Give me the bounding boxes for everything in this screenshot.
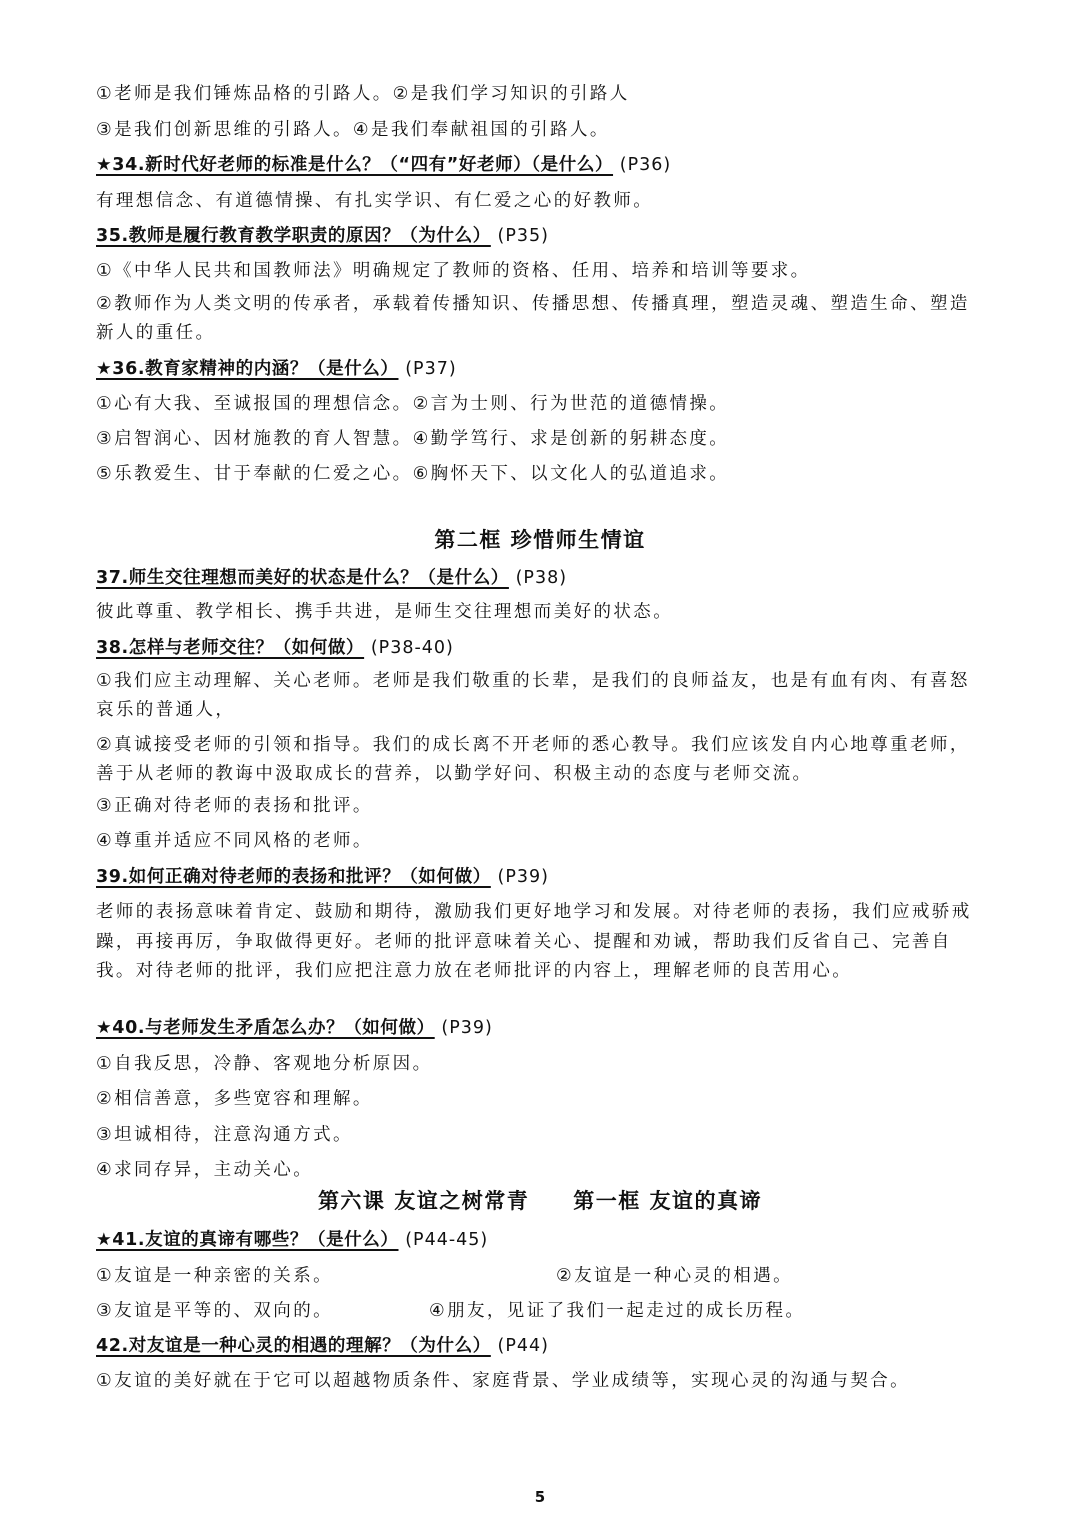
- question-title: 37.师生交往理想而美好的状态是什么？（是什么）: [96, 568, 509, 588]
- answer-line: 彼此尊重、教学相长、携手共进，是师生交往理想而美好的状态。: [96, 602, 674, 622]
- answer-paragraph: ①友谊的美好就在于它可以超越物质条件、家庭背景、学业成绩等，实现心灵的沟通与契合。: [96, 1371, 911, 1391]
- answer-line: ③坦诚相待，注意沟通方式。: [96, 1125, 353, 1145]
- answer-paragraph: ②教师作为人类文明的传承者，承载着传播知识、传播思想、传播真理，塑造灵魂、塑造生命、塑造新人的重任。: [96, 294, 970, 343]
- answer-line: ①《中华人民共和国教师法》明确规定了教师的资格、任用、培养和培训等要求。: [96, 261, 811, 281]
- question-38: [96, 634, 984, 662]
- answer-line: ①自我反思，冷静、客观地分析原因。: [96, 1054, 433, 1074]
- question-39: [96, 863, 984, 891]
- page-ref: (P39): [441, 1018, 493, 1038]
- question-34: [96, 151, 984, 179]
- page-ref: (P37): [405, 359, 457, 379]
- page-ref: (P36): [619, 155, 672, 175]
- answer-line: ②相信善意，多些宽容和理解。: [96, 1089, 373, 1109]
- question-title: 39.如何正确对待老师的表扬和批评？（如何做）: [96, 867, 491, 887]
- answer-line: ③正确对待老师的表扬和批评。: [96, 796, 373, 816]
- question-title: 35.教师是履行教育教学职责的原因？（为什么）: [96, 226, 491, 246]
- answer-item: ②友谊是一种心灵的相遇。: [556, 1266, 793, 1286]
- answer-line: ③启智润心、因材施教的育人智慧。④勤学笃行、求是创新的躬耕态度。: [96, 429, 730, 449]
- answer-line: ①心有大我、至诚报国的理想信念。②言为士则、行为世范的道德情操。: [96, 394, 730, 414]
- text-line: ③是我们创新思维的引路人。④是我们奉献祖国的引路人。: [96, 120, 610, 140]
- page-ref: (P44): [497, 1336, 549, 1356]
- answer-line: ④求同存异，主动关心。: [96, 1160, 314, 1180]
- answer-paragraph: ②真诚接受老师的引领和指导。我们的成长离不开老师的悉心教导。我们应该发自内心地尊重老师，善于从老师的教诲中汲取成长的营养，以勤学好问、积极主动的态度与老师交流。: [96, 735, 970, 784]
- answer-line: ⑤乐教爱生、甘于奉献的仁爱之心。⑥胸怀天下、以文化人的弘道追求。: [96, 464, 730, 484]
- question-35: [96, 222, 984, 250]
- answer-paragraph: ①我们应主动理解、关心老师。老师是我们敬重的长辈，是我们的良师益友，也是有血有肉、有喜怒哀乐的普通人，: [96, 671, 970, 720]
- answer-item: ③友谊是平等的、双向的。: [96, 1301, 333, 1321]
- answer-line: 有理想信念、有道德情操、有扎实学识、有仁爱之心的好教师。: [96, 191, 654, 211]
- question-title: ★34.新时代好老师的标准是什么？（“四有”好老师）（是什么）: [96, 155, 614, 175]
- page-number: 5: [534, 1488, 546, 1506]
- answer-item: ①友谊是一种亲密的关系。: [96, 1266, 333, 1286]
- question-title: 38.怎样与老师交往？（如何做）: [96, 638, 365, 658]
- page-ref: (P38): [515, 568, 568, 588]
- text-line: ①老师是我们锤炼品格的引路人。②是我们学习知识的引路人: [96, 84, 630, 104]
- question-title: ★40.与老师发生矛盾怎么办？（如何做）: [96, 1018, 435, 1038]
- answer-row: [96, 1297, 984, 1325]
- answer-row: [96, 1262, 984, 1290]
- question-42: [96, 1332, 984, 1360]
- page-ref: (P44-45): [405, 1230, 489, 1250]
- question-title: ★41.友谊的真谛有哪些？（是什么）: [96, 1230, 399, 1250]
- answer-line: ④尊重并适应不同风格的老师。: [96, 831, 373, 851]
- page-ref: (P35): [497, 226, 549, 246]
- answer-item: ④朋友，见证了我们一起走过的成长历程。: [429, 1301, 806, 1321]
- frame-title: 第一框 友谊的真谛: [573, 1189, 763, 1213]
- page-ref: (P38-40): [370, 638, 454, 658]
- question-title: ★36.教育家精神的内涵？（是什么）: [96, 359, 399, 379]
- question-40: [96, 1014, 984, 1042]
- question-36: [96, 355, 984, 383]
- section-heading: 第二框 珍惜师生情谊: [434, 528, 646, 552]
- question-37: [96, 564, 984, 592]
- question-41: [96, 1226, 984, 1254]
- question-title: 42.对友谊是一种心灵的相遇的理解？（为什么）: [96, 1336, 491, 1356]
- answer-paragraph: 老师的表扬意味着肯定、鼓励和期待，激励我们更好地学习和发展。对待老师的表扬，我们应戒骄戒躁，再接再厉，争取做得更好。老师的批评意味着关心、提醒和劝诫，帮助我们反省自己、完善自我。对待老师的批评，我们应把注意力放在老师批评的内容上，理解老师的良苦用心。: [96, 902, 972, 981]
- lesson-heading: [0, 1186, 1080, 1216]
- page-ref: (P39): [497, 867, 549, 887]
- lesson-title: 第六课 友谊之树常青: [317, 1189, 530, 1213]
